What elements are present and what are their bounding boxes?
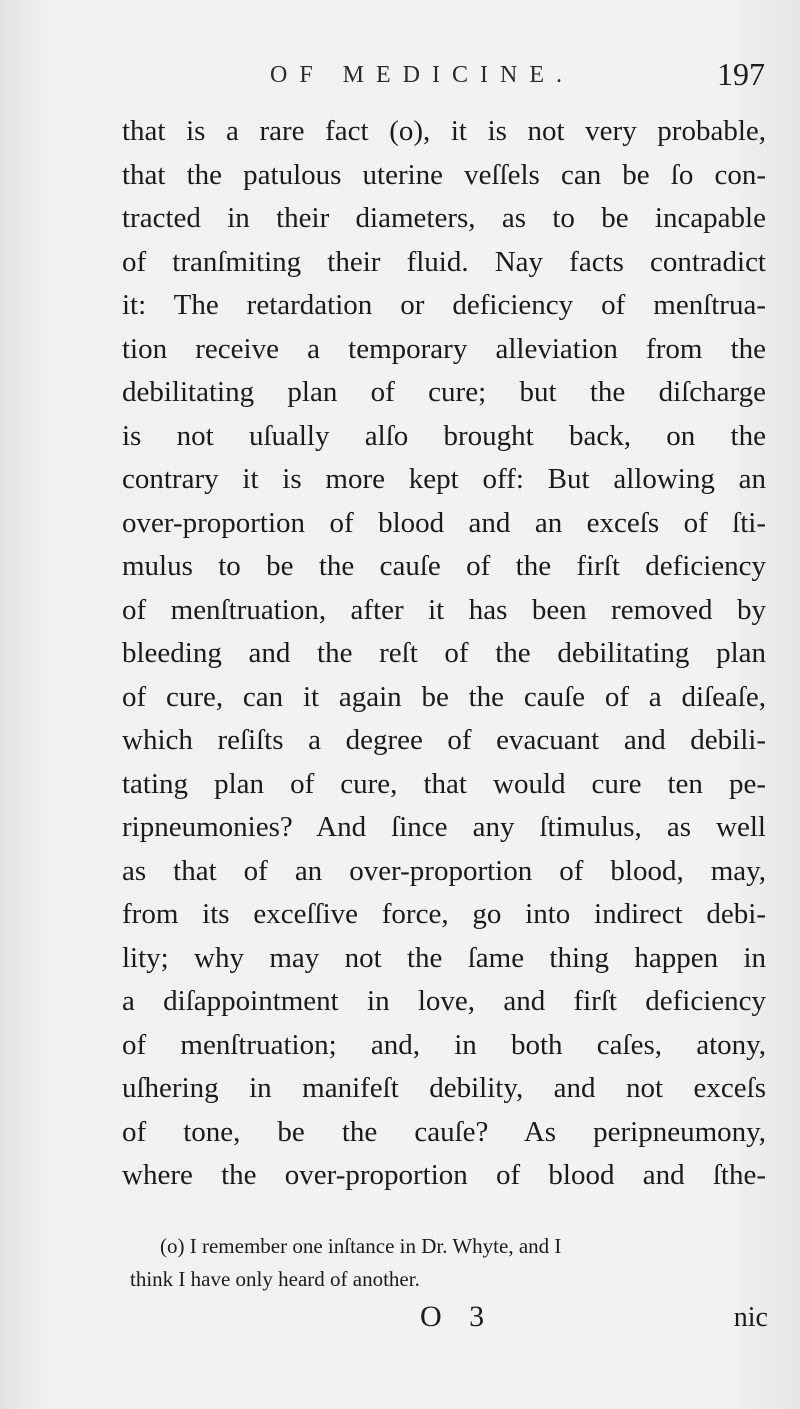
text-line: mulus to be the cauſe of the firſt deficiency	[122, 550, 766, 582]
text-line: that the patulous uterine veſſels can be ſo con-	[122, 158, 766, 191]
text-line: where the over-proportion of blood and ſthe-	[122, 1159, 766, 1191]
text-line: tion receive a temporary alleviation from the	[122, 332, 766, 365]
text-line: over-proportion of blood and an exceſs of ſti-	[122, 506, 766, 539]
page-number: 197	[717, 56, 765, 92]
body-text	[122, 110, 766, 1198]
text-line: uſhering in manifeſt debility, and not exceſs	[122, 1072, 766, 1104]
text-line: lity; why may not the ſame thing happen in	[122, 941, 766, 974]
footnote	[130, 1230, 770, 1296]
text-line: it: The retardation or deficiency of menſtrua-	[122, 289, 766, 321]
text-line: bleeding and the reſt of the debilitating plan	[122, 637, 766, 669]
text-line: of menſtruation; and, in both caſes, atony,	[122, 1028, 766, 1061]
page-header	[270, 56, 765, 96]
footnote-line: think I have only heard of another.	[130, 1267, 420, 1291]
text-line: from its exceſſive force, go into indirect debi-	[122, 898, 766, 930]
text-line: of tranſmiting their fluid. Nay facts contradict	[122, 245, 766, 278]
footnote-line: (o) I remember one inſtance in Dr. Whyte, and I	[160, 1234, 562, 1258]
text-line: tating plan of cure, that would cure ten pe-	[122, 767, 766, 800]
text-line: which reſiſts a degree of evacuant and debili-	[122, 724, 766, 756]
text-line: contrary it is more kept off: But allowing an	[122, 463, 766, 495]
text-line: as that of an over-proportion of blood, may,	[122, 854, 766, 887]
text-line: of menſtruation, after it has been removed by	[122, 593, 766, 626]
text-line: debilitating plan of cure; but the diſcharge	[122, 376, 766, 408]
signature-mark: O 3	[420, 1300, 495, 1333]
text-line: of cure, can it again be the cauſe of a diſeaſe,	[122, 680, 766, 713]
running-title: OF MEDICINE.	[270, 62, 574, 88]
text-line: tracted in their diameters, as to be incapable	[122, 202, 766, 234]
text-line: of tone, be the cauſe? As peripneumony,	[122, 1115, 766, 1148]
text-line: that is a rare fact (o), it is not very probable,	[122, 115, 766, 147]
text-line: ripneumonies? And ſince any ſtimulus, as well	[122, 811, 766, 843]
text-line: is not uſually alſo brought back, on the	[122, 419, 766, 452]
catchword: nic	[733, 1302, 768, 1333]
text-line: a diſappointment in love, and firſt deficiency	[122, 985, 766, 1017]
